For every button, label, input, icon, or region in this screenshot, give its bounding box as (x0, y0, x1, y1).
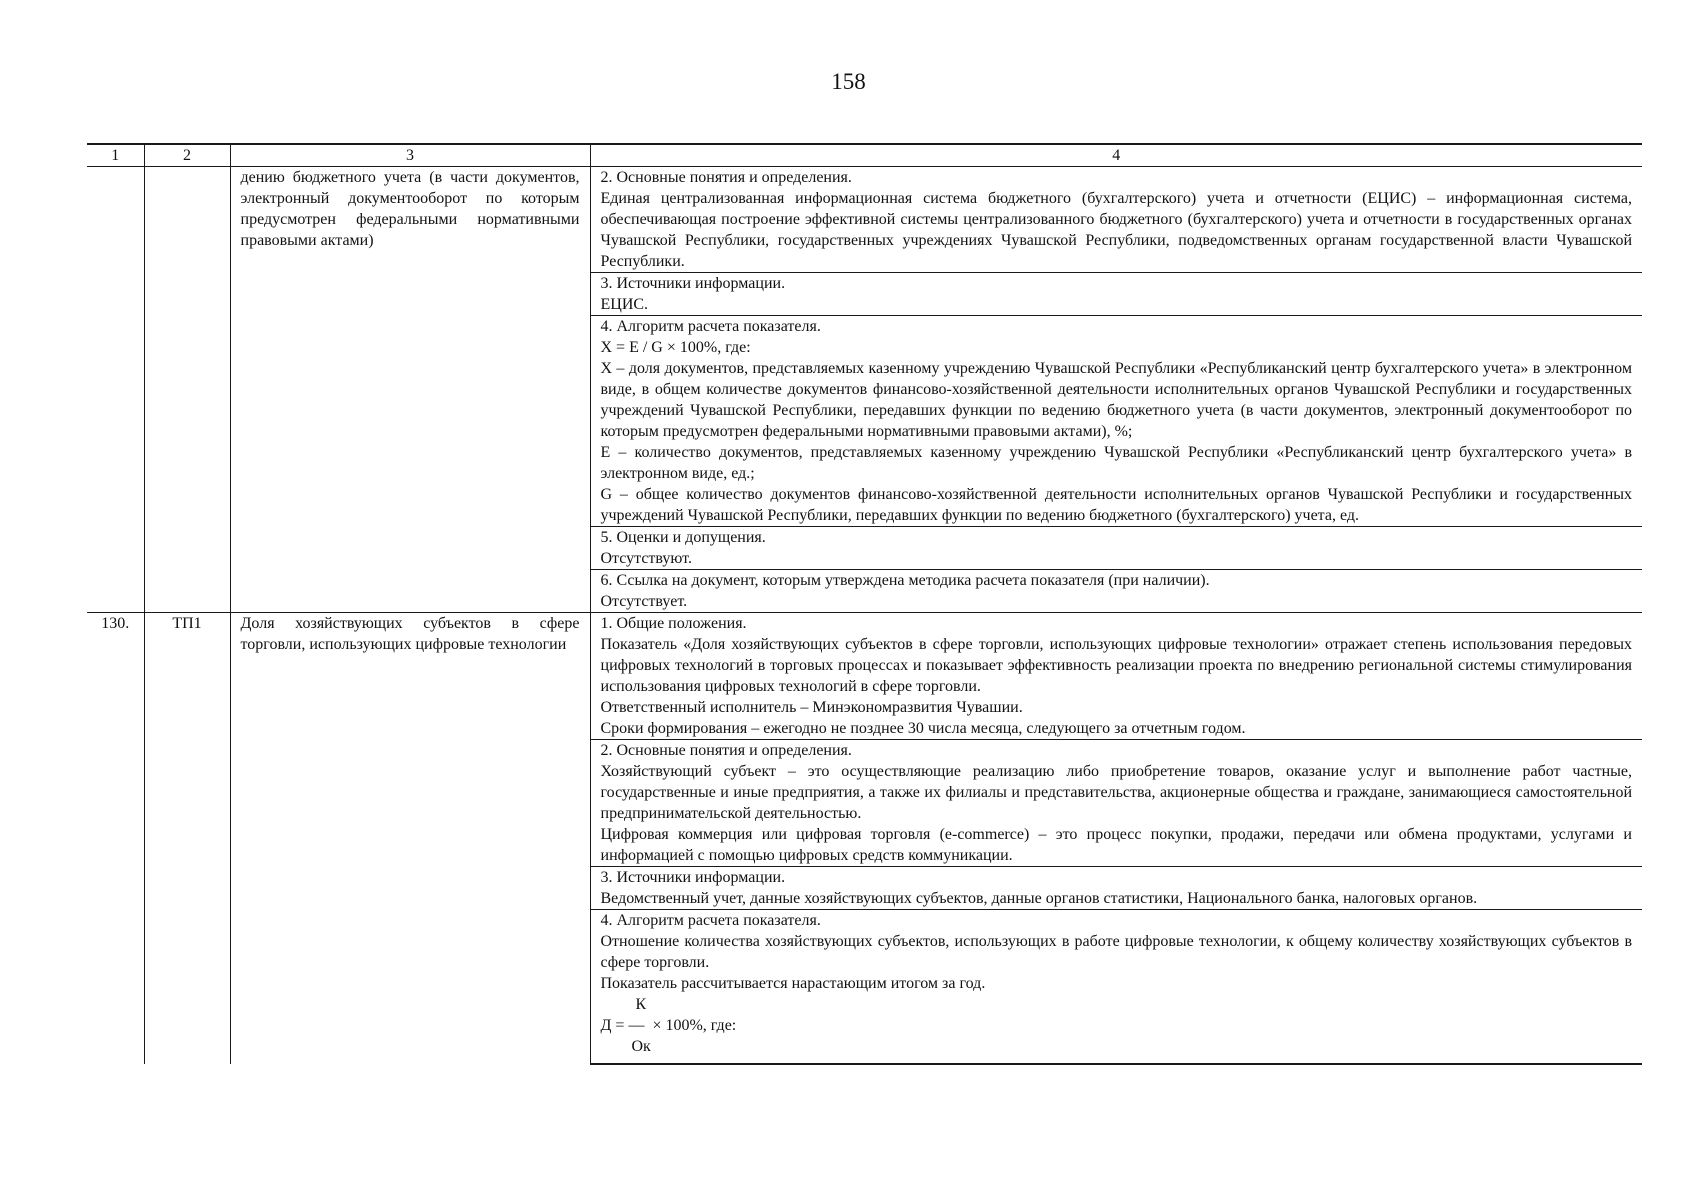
section-heading: 2. Основные понятия и определения. (600, 169, 852, 186)
formula-line (601, 1015, 737, 1036)
section-text: Хозяйствующий субъект – это осуществляющие реализацию либо приобретение товаров, оказание услуг и выполнение работ частные, государственные и иные предприятия, а также их филиалы и представительства, акционерные общества и граждане, занимающиеся самостоятельной предпринимательской деятельностью. (600, 763, 1632, 822)
cell-description-section (590, 570, 1642, 613)
section-text: Единая централизованная информационная система бюджетного (бухгалтерского) учета и отчетности (ЕЦИС) – информационная система, обеспечивающая построение эффективной системы централизованного бюджетного (бухгалтерского) учета и отчетности в государственных органах Чувашской Республики, государственных учреждениях Чувашской Республики, подведомственных органам государственной власти Чувашской Республики. (600, 190, 1632, 270)
cell-code (144, 167, 230, 613)
cell-description-section (590, 527, 1642, 570)
section-text: Цифровая коммерция или цифровая торговля (e-commerce) – это процесс покупки, продажи, передачи или обмена продуктами, услугами и информацией с помощью цифровых средств коммуникации. (600, 826, 1632, 864)
section-text: Показатель «Доля хозяйствующих субъектов в сфере торговли, использующих цифровые технологии» отражает степень использования передовых цифровых технологий в торговых процессах и показывает эффективность реализации проекта по внедрению региональной системы стимулирования использования цифровых технологий в сфере торговли. (600, 636, 1632, 695)
cell-description-section (590, 273, 1642, 316)
section-text: E – количество документов, представляемых казенному учреждению Чувашской Республики «Республиканский центр бухгалтерского учета» в электронном виде, ед.; (600, 444, 1632, 482)
formula-numerator: К (635, 996, 647, 1013)
table-header-row (87, 144, 1642, 167)
formula-right: × 100%, где: (652, 1017, 737, 1034)
table-row (87, 613, 1642, 740)
header-col-3: 3 (230, 144, 590, 167)
cell-description-section (590, 867, 1642, 910)
cell-description-section (590, 740, 1642, 867)
page-number: 158 (831, 69, 866, 94)
section-heading: 5. Оценки и допущения. (600, 529, 766, 546)
table-row (87, 167, 1642, 273)
section-formula: X = E / G × 100%, где: (600, 339, 751, 356)
cell-number (87, 167, 144, 613)
section-text: Отсутствуют. (600, 550, 692, 567)
indicator-name-text: дению бюджетного учета (в части документов, электронный документооборот по которым предусмотрен федеральными нормативными правовыми актами) (240, 169, 580, 249)
section-text: Отсутствует. (600, 593, 688, 610)
section-heading: 4. Алгоритм расчета показателя. (600, 912, 821, 929)
cell-description-section (590, 613, 1642, 740)
formula-fraction (601, 994, 801, 1057)
header-col-2: 2 (144, 144, 230, 167)
cell-indicator-name (230, 613, 590, 1065)
header-col-1: 1 (87, 144, 144, 167)
section-text: Сроки формирования – ежегодно не позднее 30 числа месяца, следующего за отчетным годом. (600, 720, 1246, 737)
indicator-name-text: Доля хозяйствующих субъектов в сфере торговли, использующих цифровые технологии (240, 615, 580, 653)
section-heading: 6. Ссылка на документ, которым утверждена методика расчета показателя (при наличии). (600, 572, 1210, 589)
section-text: Ответственный исполнитель – Минэкономразвития Чувашии. (600, 699, 1023, 716)
section-heading: 4. Алгоритм расчета показателя. (600, 318, 821, 335)
section-text: X – доля документов, представляемых казенному учреждению Чувашской Республики «Республиканский центр бухгалтерского учета» в электронном виде, в общем количестве документов финансово-хозяйственной деятельности исполнительных органов Чувашской Республики и государственных учреждений Чувашской Республики, передавших функции по ведению бюджетного учета (в части документов, электронный документооборот по которым предусмотрен федеральными нормативными правовыми актами), %; (600, 360, 1632, 440)
cell-description-section (590, 167, 1642, 273)
cell-code: ТП1 (144, 613, 230, 1065)
cell-indicator-name (230, 167, 590, 613)
section-text: ЕЦИС. (600, 296, 649, 313)
section-heading: 1. Общие положения. (600, 615, 747, 632)
section-text: Отношение количества хозяйствующих субъектов, использующих в работе цифровые технологии, к общему количеству хозяйствующих субъектов в сфере торговли. (600, 933, 1632, 971)
section-heading: 3. Источники информации. (600, 275, 786, 292)
section-heading: 2. Основные понятия и определения. (600, 742, 852, 759)
section-text: G – общее количество документов финансово-хозяйственной деятельности исполнительных органов Чувашской Республики и государственных учреждений Чувашской Республики, передавших функции по ведению бюджетного (бухгалтерского) учета, ед. (600, 486, 1632, 524)
indicator-table (87, 143, 1642, 1065)
header-col-4: 4 (590, 144, 1642, 167)
formula-denominator: Ок (631, 1038, 651, 1055)
cell-description-section (590, 910, 1642, 1065)
formula-left: Д = –– (600, 1017, 645, 1034)
cell-number: 130. (87, 613, 144, 1065)
section-text: Ведомственный учет, данные хозяйствующих субъектов, данные органов статистики, Национального банка, налоговых органов. (600, 890, 1478, 907)
section-heading: 3. Источники информации. (600, 869, 786, 886)
section-text: Показатель рассчитывается нарастающим итогом за год. (600, 975, 986, 992)
cell-description-section (590, 316, 1642, 527)
